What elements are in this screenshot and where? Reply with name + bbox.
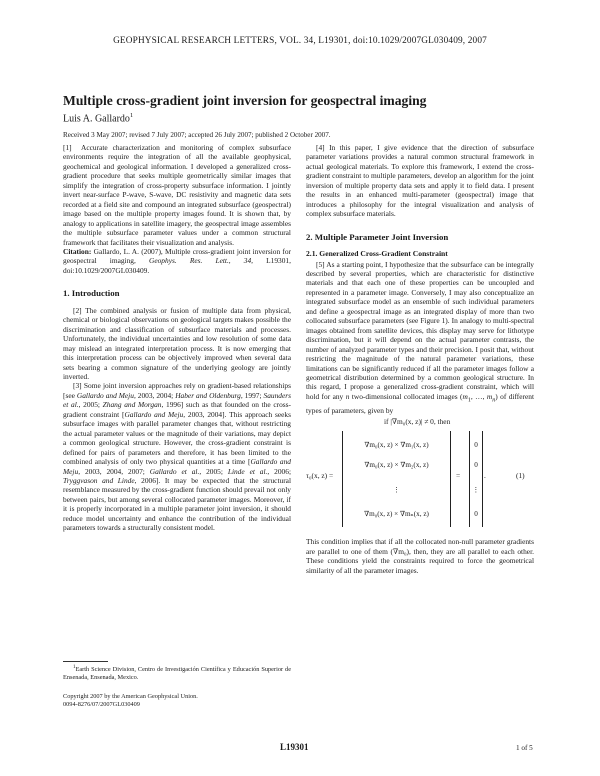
matrix-row: ∇m₀(x, z) × ∇m₂(x, z) — [364, 461, 429, 470]
math-symbol: ∇m₀ — [393, 546, 407, 556]
citation-journal: Geophys. Res. Lett., 34, — [148, 256, 254, 266]
author-line — [63, 112, 133, 124]
copyright-line: Copyright 2007 by the American Geophysical Union. — [63, 693, 198, 700]
subsection-heading-cross-gradient: 2.1. Generalized Cross-Gradient Constraint — [306, 249, 448, 259]
section-heading-joint-inversion: 2. Multiple Parameter Joint Inversion — [306, 231, 449, 242]
reference: Gallardo and Meju — [63, 457, 292, 476]
reference: Zhang and Morgan — [102, 400, 162, 410]
paragraph-3 — [63, 381, 291, 532]
issn-line: 0094-8276/07/2007GL030409 — [63, 701, 140, 708]
reference: Gallardo and Meju — [76, 390, 134, 400]
page-count: 1 of 5 — [516, 744, 533, 752]
citation-text: Gallardo, L. A. (2007), Multiple cross-gradient joint inversion for geospectral imaging, — [63, 246, 292, 266]
zero-entry: 0 — [474, 510, 478, 519]
matrix-row: ∇m₀(x, z) × ∇m₁(x, z) — [364, 441, 429, 450]
paragraph-text: This condition implies that if all the collocated non-null parameter gradients are parallel to one of them ( — [306, 537, 534, 556]
paragraph-marker: [2] — [73, 305, 82, 315]
cross-product-matrix — [342, 431, 451, 527]
footnote-mark: 1 — [73, 665, 76, 670]
paragraph-text: , 2005; — [78, 400, 100, 410]
zero-entry: 0 — [474, 441, 478, 450]
received-dates: Received 3 May 2007; revised 7 July 2007; accepted 26 July 2007; published 2 October 2007. — [63, 131, 331, 139]
paragraph-text: , 1997; — [240, 390, 262, 400]
matrix-row: ∇m₀(x, z) × ∇mₙ(x, z) — [364, 510, 429, 519]
paragraph-4 — [306, 143, 534, 219]
paragraph-text: , 2005; — [199, 466, 223, 476]
paragraph-text: As a starting point, I hypothesize that the subsurface can be integrally described by several properties, which are characteristic for distinctive materials and that each one of these properties can be uncoupled and represented in a parameter image. Conversely, I may also conceptualize an integrated subsurface model as an ensemble of such individual parameters and define a geospectral image as an integrated display of more than two collocated subsurface parameters (see Figure 1). In analogy to multi-spectral images obtained from satellite devices, this display may serve for lithotype discrimination, but it will depend on the actual parameter contrasts, the number of analyzed parameter types and their precision. I posit that, without restricting the magnitude of the natural parameter variations, these limitations can be significantly reduced if all the parameter images follow a geometrical distribution determined by a common geological structure. In this regard, I propose a generalized cross-gradient constraint, which will hold for any — [306, 259, 534, 401]
reference: Haber and Oldenburg — [175, 390, 241, 400]
paragraph-text: In this paper, I give evidence that the direction of subsurface parameter variations provides a natural common structural framework in actual geological materials. To explore this framework, I extend the cross-gradient constraint to multiple parameters, develop an algorithm for the joint inversion of multiple property data sets and apply it to field data. I present the results in an enhanced multi-parameter (geospectral) image that introduces a philosophy for the integral visualization and analysis of complex subsurface materials. — [306, 143, 534, 219]
reference: Linde et al. — [227, 466, 268, 476]
paragraph-2 — [63, 306, 291, 382]
paragraph-text: , 2003, 2004]. This approach seeks subsurface images with parallel parameter changes that, without restricting the actual parameter values or the magnitude of their variations, may depict a common geological structure. However, the cross-gradient constraint is defined for pairs of parameters and therefore, it has been limited to the combined analysis of only two physical quantities at a time [ — [63, 409, 291, 467]
footnote-text: Earth Science Division, Centro de Investigación Científica y Educación Superior de Ensenada, Ensenada, Mexico. — [63, 666, 291, 682]
zero-entry: 0 — [474, 461, 478, 470]
paragraph-marker: [1] — [63, 143, 72, 152]
paragraph-text: Some joint inversion approaches rely on gradient-based relationships [see — [63, 381, 291, 400]
paragraph-text: , 1996] such as that founded on the cross-gradient constraint [ — [63, 400, 292, 419]
paragraph-text: , 2003, 2004; — [133, 390, 174, 400]
right-column — [306, 143, 534, 575]
author-affiliation-mark: 1 — [129, 112, 134, 119]
reference: Gallardo et al. — [149, 466, 200, 476]
page-identifier: L19301 — [280, 742, 309, 752]
article-title: Multiple cross-gradient joint inversion for geospectral imaging — [63, 93, 427, 108]
zero-vector — [469, 431, 483, 527]
paragraph-marker: [4] — [316, 143, 325, 152]
paragraph-text: two-dimensional collocated images ( — [351, 391, 463, 401]
paragraph-text: , 2006; — [267, 466, 291, 476]
equation-number: (1) — [516, 471, 525, 481]
paragraph-marker: [5] — [316, 259, 325, 269]
equation-1 — [306, 417, 534, 533]
copyright-notice — [63, 693, 198, 709]
abstract-paragraph — [63, 143, 291, 247]
math-symbol: m — [462, 391, 468, 401]
equation-lhs: τ₀(x, z) = — [306, 471, 334, 481]
left-column — [63, 143, 291, 533]
section-heading-introduction: 1. Introduction — [63, 288, 120, 299]
citation-doi: L19301, doi:10.1029/2007GL030409. — [63, 256, 291, 275]
equation-condition: if |∇m₀(x, z)| ≠ 0, then — [384, 417, 451, 427]
footnote-divider — [63, 661, 108, 662]
citation — [63, 247, 291, 275]
citation-label: Citation: — [63, 246, 92, 256]
paragraph-text: ) of different types of parameters, given by — [306, 391, 535, 415]
paragraph-marker: [3] — [73, 381, 82, 391]
reference: Saunders et al. — [63, 390, 292, 410]
equation-equals: = — [456, 471, 461, 481]
affiliation-footnote — [63, 664, 291, 682]
zero-entry: ⋮ — [472, 486, 480, 495]
reference: Gallardo and Meju — [124, 409, 184, 419]
author-name: Luis A. Gallardo — [63, 113, 130, 125]
paragraph-text: ), then, they are all parallel to each other. These conditions yield the constraints required to force the geometrical similarity of all the parameter images. — [306, 546, 534, 575]
paragraph-5: [5] As a starting point, I hypothesize that the subsurface can be integrally described by several properties, which are characteristic for distinctive materials and that each one of these properties can be uncoupled and represented in a parameter image. Conversely, I may also conceptualize an integrated subsurface model as an ensemble of such individual parameters and define a geospectral image as an integrated display of more than two collocated subsurface parameters (see Figure 1). In analogy to multi-spectral images obtained from satellite devices, this display may serve for lithotype discrimination, but it will depend on the actual parameter contrasts, the number of analyzed parameter types and their precision. I posit that, without restricting the magnitude of the natural parameter variations, these limitations can be significantly reduced if all the parameter images follow a geometrical distribution determined by a common geological structure. In this regard, I propose a generalized cross-gradient constraint, which will hold for any n two-dimensional collocated images ($m_1$, …, $m_n$) of different types of parameters, given by — [306, 259, 535, 415]
running-head: GEOPHYSICAL RESEARCH LETTERS, VOL. 34, L19301, doi:10.1029/2007GL030409, 2007 — [113, 36, 487, 46]
math-symbol: n — [345, 391, 350, 401]
equation-period: . — [484, 471, 486, 481]
paragraph-text: , 2003, 2004, 2007; — [78, 466, 145, 476]
paragraph-text: The combined analysis or fusion of multiple data from physical, chemical or biological observations on geological targets makes possible the discrimination and classification of subsurface materials and processes. Unfortunately, the individual uncertainties and low resolution of some data may mislead an integrated interpretation process. It is now emerging that this interpretation process can be objectively improved when several data sets bearing a common signature of the underlying geology are jointly inverted. — [63, 305, 291, 381]
reference: Tryggvason and Linde — [63, 475, 135, 485]
paragraph-6 — [306, 537, 534, 575]
matrix-row: ⋮ — [392, 486, 401, 495]
paragraph-text: , 2006]. It may be expected that the structural resemblance measured by the cross-gradient function should prevail not only between pairs, but among several collocated parameter images. Moreover, if it is properly incorporated in a multiple parameter joint inversion, it should reduce model uncertainty and enhance the contribution of the individual parameters towards a structurally consistent model. — [63, 475, 292, 533]
abstract-text: Accurate characterization and monitoring of complex subsurface environments require the integration of all the available geophysical, geochemical and geological information. I developed a generalized cross-gradient procedure that seeks multiple geometrically similar images that simplify the integration of cross-property subsurface information. I jointly invert near-surface P-wave, S-wave, DC resistivity and magnetic data sets recorded at a field site and compound an integrated subsurface (geospectral) image based on the multiple property images found. It is shown that, by analogy to applications in satellite imagery, the geospectral image assembles the multiple subsurface parameter values under a common structural framework that facilitates their visualization and analysis. — [63, 143, 291, 247]
